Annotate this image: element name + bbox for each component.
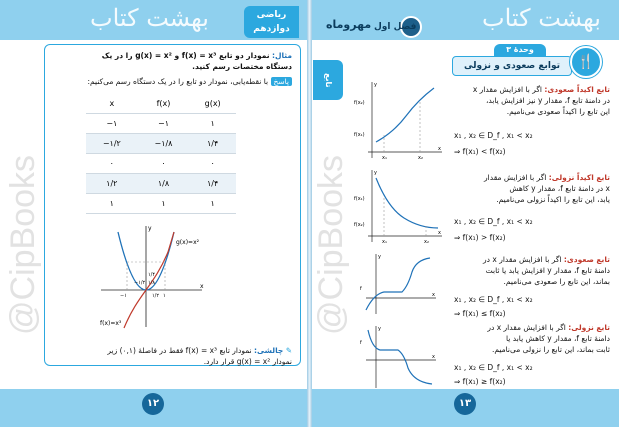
- label-f: f(x)=x³: [100, 320, 122, 327]
- table-cell: −۱: [138, 114, 190, 134]
- vertical-watermark: @CipBooks: [312, 154, 350, 336]
- table-cell: ۱: [189, 194, 236, 214]
- section-line: در دامنهٔ تابع f، مقدار y نیز افزایش یابد،: [485, 96, 610, 105]
- table-cell: −۱: [86, 114, 138, 134]
- section-title: تابع اکیداً نزولی:: [548, 173, 610, 182]
- section-line: یابد، این تابع را اکیداً نزولی می‌نامیم.: [496, 195, 610, 204]
- table-header-gx: g(x): [189, 94, 236, 114]
- chapter-name: مهروماه: [326, 18, 372, 31]
- table-row: [86, 174, 236, 194]
- y-axis-label: y: [148, 225, 152, 232]
- label-x2: x₂: [418, 155, 423, 161]
- section-line: اگر با افزایش مقدار x در: [487, 323, 566, 332]
- answer-block: [54, 76, 292, 87]
- section-result: ⇒ f(x₁) < f(x₂): [454, 147, 506, 156]
- graph-strictly-decreasing: [354, 168, 444, 246]
- label-g: g(x)=x²: [176, 239, 200, 246]
- table-cell: ۱/۲: [86, 174, 138, 194]
- y-label: y: [378, 326, 381, 332]
- table-header-x: x: [86, 94, 138, 114]
- section-result: ⇒ f(x₁) > f(x₂): [454, 233, 506, 242]
- label-f: f: [360, 340, 362, 346]
- section-increasing: [448, 254, 610, 287]
- answer-label: پاسخ: [271, 77, 293, 86]
- label-x1: x₁: [382, 155, 387, 161]
- table-header-fx: f(x): [138, 94, 190, 114]
- unit-tag: وحدهٔ ۳: [494, 44, 546, 56]
- label-x1: x₁: [382, 239, 387, 245]
- tick-one: ۱: [163, 293, 166, 299]
- curve: [376, 178, 438, 228]
- graph-decreasing: [358, 324, 438, 390]
- section-title: تابع صعودی:: [563, 255, 610, 264]
- section-line: دامنهٔ تابع f، مقدار y افزایش یابد یا ثابت: [485, 266, 610, 275]
- table-cell: −۱/۸: [138, 134, 190, 154]
- label-fx2: f(x₂): [354, 100, 365, 106]
- subject-tab[interactable]: [244, 6, 299, 38]
- example-title: مثال:: [271, 51, 292, 60]
- header-watermark: بهشت کتاب: [482, 4, 601, 32]
- y-label: y: [378, 254, 381, 260]
- left-page: [0, 0, 307, 427]
- x-label: x: [438, 230, 441, 236]
- vertical-watermark: @CipBooks: [4, 154, 42, 336]
- section-result: ⇒ f(x₁) ≤ f(x₂): [454, 309, 506, 318]
- table-cell: ۰: [189, 154, 236, 174]
- label-x2: x₂: [424, 239, 429, 245]
- table-cell: ۱: [138, 194, 190, 214]
- chapter-label: فصل اول: [374, 22, 417, 32]
- label-fx1: f(x₁): [354, 196, 365, 202]
- tick-half: ۱/۲: [152, 293, 160, 299]
- unit-title: توابع صعودی و نزولی: [452, 56, 572, 76]
- section-condition: x₁ , x₂ ∈ D_f , x₁ < x₂: [454, 131, 533, 140]
- example-block: [54, 50, 292, 72]
- table-cell: ۱/۸: [138, 174, 190, 194]
- table-cell: −۱/۲: [86, 134, 138, 154]
- section-line: بماند، این تابع را صعودی می‌نامیم.: [503, 277, 610, 286]
- challenge-title: چالشی:: [254, 346, 284, 355]
- answer-text: با نقطه‌یابی، نمودار دو تابع را در یک دستگاه رسم می‌کنیم:: [87, 77, 269, 86]
- graph-increasing: [358, 252, 438, 316]
- table-row: [86, 134, 236, 154]
- side-tab-function[interactable]: تابع: [313, 60, 343, 100]
- values-table: [86, 94, 236, 214]
- section-title: تابع نزولی:: [568, 323, 610, 332]
- section-result: ⇒ f(x₁) ≥ f(x₂): [454, 377, 506, 386]
- label-fx2: f(x₂): [354, 222, 365, 228]
- tick-quarter: ۱/۴: [148, 272, 156, 278]
- table-header-row: [86, 94, 236, 114]
- curve: [366, 258, 430, 310]
- table-cell: ۱: [86, 194, 138, 214]
- challenge-block: [50, 345, 292, 367]
- section-condition: x₁ , x₂ ∈ D_f , x₁ < x₂: [454, 295, 533, 304]
- page-number: ۱۳: [454, 393, 476, 415]
- challenge-line1: نمودار تابع f(x) = x³ فقط در فاصلهٔ (۰,۱) زیر: [107, 346, 252, 355]
- tick-eighth: ۱/۸: [148, 280, 156, 286]
- example-text-line2: دستگاه مختصات رسم کنید.: [192, 62, 292, 71]
- section-condition: x₁ , x₂ ∈ D_f , x₁ < x₂: [454, 363, 533, 372]
- x-axis-label: x: [200, 283, 204, 290]
- curve: [368, 330, 432, 384]
- y-label: y: [374, 82, 377, 88]
- section-line: اگر با افزایش مقدار: [484, 173, 547, 182]
- section-line: دامنهٔ تابع f، مقدار y کاهش یابد یا: [506, 334, 610, 343]
- subject-line1: ریاضی: [256, 10, 287, 20]
- section-line: اگر با افزایش مقدار x: [472, 85, 542, 94]
- header-watermark: بهشت کتاب: [90, 4, 209, 32]
- fork-spoon-icon: 🍴: [570, 46, 602, 78]
- graph-strictly-increasing: [354, 80, 444, 162]
- tick-neg-one: −۱: [120, 293, 127, 299]
- section-strictly-decreasing: [448, 172, 610, 205]
- table-cell: ۰: [86, 154, 138, 174]
- section-line: x در دامنهٔ تابع f، مقدار y کاهش: [509, 184, 610, 193]
- label-f: f: [360, 286, 362, 292]
- section-line: ثابت بماند، این تابع را نزولی می‌نامیم.: [491, 345, 610, 354]
- label-fx1: f(x₁): [354, 132, 365, 138]
- table-cell: ۱/۴: [189, 134, 236, 154]
- page-number: ۱۲: [142, 393, 164, 415]
- tick-neg-half: −۱/۲: [134, 280, 146, 286]
- subject-line2: دوازدهم: [253, 24, 290, 34]
- y-label: y: [374, 170, 377, 176]
- x-label: x: [432, 292, 435, 298]
- section-title: تابع اکیداً صعودی:: [544, 85, 610, 94]
- example-text-line1: نمودار دو تابع f(x) = x³ و g(x) = x² را در یک: [101, 51, 270, 60]
- section-decreasing: [448, 322, 610, 355]
- table-cell: ۱: [189, 114, 236, 134]
- cubic-quadratic-graph: [96, 222, 206, 332]
- table-row: [86, 154, 236, 174]
- section-line: اگر با افزایش مقدار x در: [483, 255, 562, 264]
- curve: [376, 88, 434, 142]
- pencil-icon: ✎: [285, 346, 292, 355]
- table-row: [86, 114, 236, 134]
- challenge-line2: نمودار g(x) = x² قرار دارد.: [203, 357, 292, 366]
- table-cell: ۰: [138, 154, 190, 174]
- section-line: این تابع را اکیداً صعودی می‌نامیم.: [506, 107, 610, 116]
- x-label: x: [438, 146, 441, 152]
- section-condition: x₁ , x₂ ∈ D_f , x₁ < x₂: [454, 217, 533, 226]
- table-row: [86, 194, 236, 214]
- section-strictly-increasing: [448, 84, 610, 117]
- x-label: x: [432, 354, 435, 360]
- table-cell: ۱/۴: [189, 174, 236, 194]
